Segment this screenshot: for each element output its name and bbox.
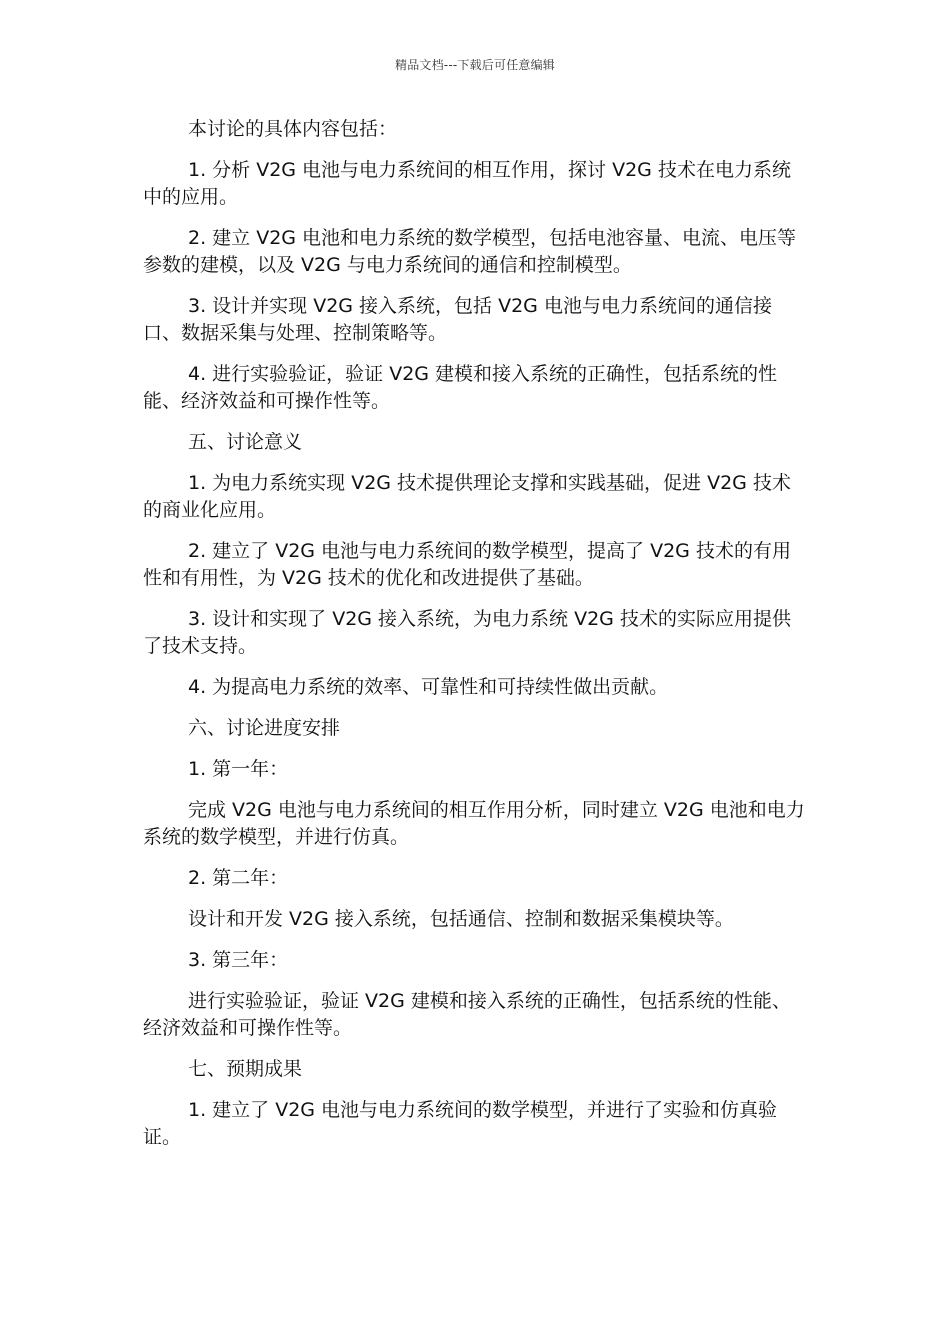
paragraph-significance-item-2: 2. 建立了 V2G 电池与电力系统间的数学模型，提高了 V2G 技术的有用性和有用性，为 V2G 技术的优化和改进提供了基础。	[143, 540, 791, 589]
document-body	[143, 116, 808, 1165]
section-heading-expected-results: 七、预期成果	[188, 1058, 303, 1080]
paragraph-significance-item-4: 4. 为提高电力系统的效率、可靠性和可持续性做出贡献。	[188, 676, 669, 698]
paragraph-results-item-1: 1. 建立了 V2G 电池与电力系统间的数学模型，并进行了实验和仿真验证。	[143, 1099, 778, 1148]
section-heading-schedule: 六、讨论进度安排	[188, 717, 341, 739]
paragraph-content-item-4: 4. 进行实验验证，验证 V2G 建模和接入系统的正确性，包括系统的性能、经济效益和可操作性等。	[143, 363, 778, 412]
paragraph-content-item-3: 3. 设计并实现 V2G 接入系统，包括 V2G 电池与电力系统间的通信接口、数据采集与处理、控制策略等。	[143, 295, 772, 344]
section-heading-significance: 五、讨论意义	[188, 431, 303, 453]
paragraph-intro: 本讨论的具体内容包括：	[188, 118, 398, 140]
schedule-year-1-text: 完成 V2G 电池与电力系统间的相互作用分析，同时建立 V2G 电池和电力系统的数学模型，并进行仿真。	[143, 799, 805, 848]
paragraph-content-item-2: 2. 建立 V2G 电池和电力系统的数学模型，包括电池容量、电流、电压等参数的建模，以及 V2G 与电力系统间的通信和控制模型。	[143, 227, 797, 276]
paragraph-significance-item-3: 3. 设计和实现了 V2G 接入系统，为电力系统 V2G 技术的实际应用提供了技术支持。	[143, 608, 791, 657]
page-header: 精品文档---下载后可任意编辑	[395, 58, 555, 72]
schedule-year-2-text: 设计和开发 V2G 接入系统，包括通信、控制和数据采集模块等。	[188, 908, 734, 930]
schedule-year-2-label: 2. 第二年：	[188, 867, 289, 889]
schedule-year-1-label: 1. 第一年：	[188, 758, 289, 780]
paragraph-significance-item-1: 1. 为电力系统实现 V2G 技术提供理论支撑和实践基础，促进 V2G 技术的商业化应用。	[143, 472, 791, 521]
schedule-year-3-text: 进行实验验证，验证 V2G 建模和接入系统的正确性，包括系统的性能、经济效益和可操作性等。	[143, 990, 791, 1039]
paragraph-content-item-1: 1. 分析 V2G 电池与电力系统间的相互作用，探讨 V2G 技术在电力系统中的应用。	[143, 159, 791, 208]
schedule-year-3-label: 3. 第三年：	[188, 949, 289, 971]
